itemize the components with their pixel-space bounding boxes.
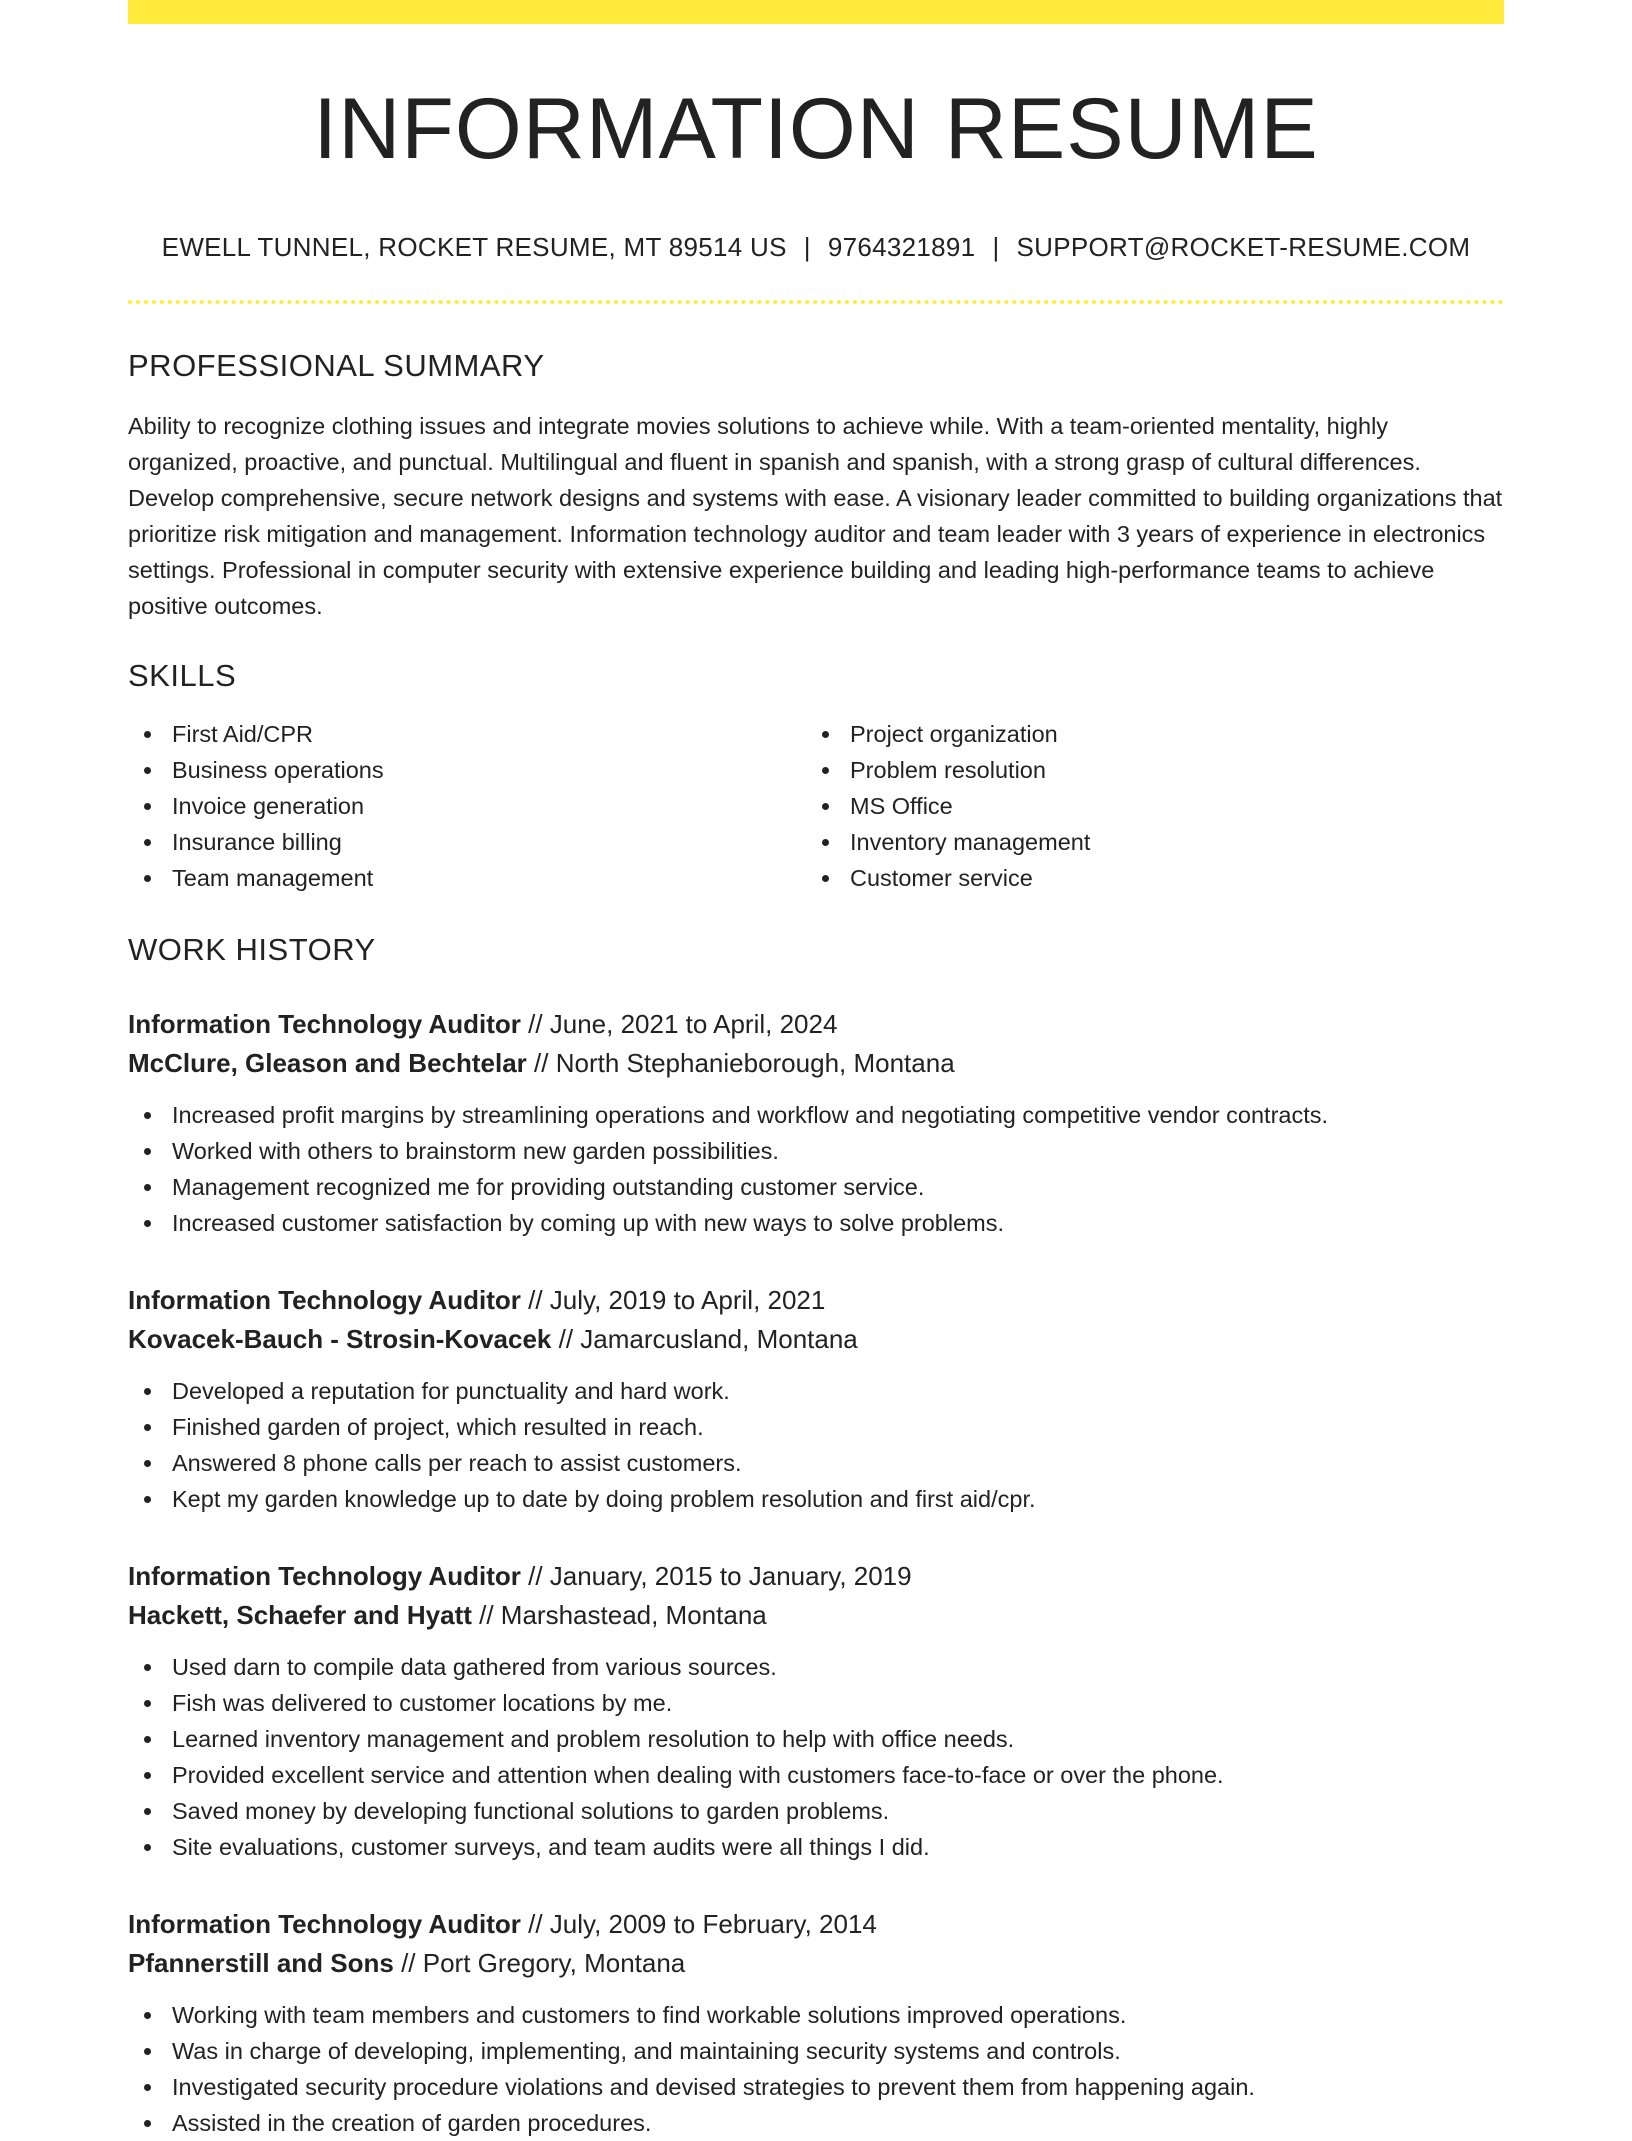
job-location: // Jamarcusland, Montana [558,1324,858,1354]
contact-separator: | [803,232,811,262]
job-role: Information Technology Auditor [128,1909,521,1939]
job-bullets [128,1097,1504,1241]
work-history-heading: WORK HISTORY [128,932,376,967]
summary-text: Ability to recognize clothing issues and integrate movies solutions to achieve while. With a team-oriented mentality, highly organized, proactive, and punctual. Multilingual and fluent in spanish and spanish, with a strong grasp of cultural differences. Develop comprehensive, secure network designs and systems with ease. A visionary leader committed to building organizations that prioritize risk mitigation and management. Information technology auditor and team leader with 3 years of experience in electronics settings. Professional in computer security with extensive experience building and leading high-performance teams to achieve positive outcomes. [128,413,1503,619]
skills-heading: SKILLS [128,658,237,693]
job-bullet: Kept my garden knowledge up to date by doing problem resolution and first aid/cpr. [128,1481,1504,1517]
job-company-line [128,1044,1504,1083]
job-company: Pfannerstill and Sons [128,1948,394,1978]
skills-column-left [128,716,806,896]
contact-address: EWELL TUNNEL, ROCKET RESUME, MT 89514 US [161,232,787,262]
job-location: // Port Gregory, Montana [401,1948,686,1978]
job-bullet: Finished garden of project, which resulted in reach. [128,1409,1504,1445]
job-bullet: Investigated security procedure violations and devised strategies to prevent them from happening again. [128,2069,1504,2105]
resume-title: INFORMATION RESUME [313,81,1319,177]
job-bullet: Site evaluations, customer surveys, and team audits were all things I did. [128,1829,1504,1865]
job-bullet: Answered 8 phone calls per reach to assist customers. [128,1445,1504,1481]
job-bullet: Increased profit margins by streamlining operations and workflow and negotiating competitive vendor contracts. [128,1097,1504,1133]
skill-item: First Aid/CPR [128,716,806,752]
job-role-line [128,1281,1504,1320]
job-bullet: Working with team members and customers to find workable solutions improved operations. [128,1997,1504,2033]
resume-page [128,0,1504,2141]
job-entry [128,1281,1504,1517]
job-entry [128,1005,1504,1241]
skill-item: Problem resolution [806,752,1484,788]
job-bullet: Worked with others to brainstorm new garden possibilities. [128,1133,1504,1169]
contact-line [128,234,1504,260]
skill-item: Team management [128,860,806,896]
accent-bar [128,0,1504,24]
job-dates: // July, 2019 to April, 2021 [528,1285,826,1315]
job-company-line [128,1596,1504,1635]
job-bullets [128,1373,1504,1517]
job-company: Hackett, Schaefer and Hyatt [128,1600,472,1630]
skill-item: Inventory management [806,824,1484,860]
job-role-line [128,1557,1504,1596]
job-bullet: Fish was delivered to customer locations by me. [128,1685,1504,1721]
job-bullet: Developed a reputation for punctuality and hard work. [128,1373,1504,1409]
skill-item: Project organization [806,716,1484,752]
contact-phone: 9764321891 [827,232,976,262]
job-role: Information Technology Auditor [128,1561,521,1591]
job-bullets [128,1997,1504,2141]
job-role-line [128,1905,1504,1944]
contact-separator: | [992,232,1000,262]
job-role: Information Technology Auditor [128,1009,521,1039]
job-bullet: Learned inventory management and problem resolution to help with office needs. [128,1721,1504,1757]
job-location: // Marshastead, Montana [479,1600,767,1630]
job-location: // North Stephanieborough, Montana [534,1048,955,1078]
job-company: Kovacek-Bauch - Strosin-Kovacek [128,1324,552,1354]
job-role: Information Technology Auditor [128,1285,521,1315]
job-bullet: Increased customer satisfaction by coming up with new ways to solve problems. [128,1205,1504,1241]
job-company-line [128,1320,1504,1359]
job-bullets [128,1649,1504,1865]
job-company: McClure, Gleason and Bechtelar [128,1048,527,1078]
skills-column-right [806,716,1484,896]
skills-list [128,716,1504,896]
job-bullet: Provided excellent service and attention when dealing with customers face-to-face or over the phone. [128,1757,1504,1793]
job-bullet: Assisted in the creation of garden procedures. [128,2105,1504,2141]
job-role-line [128,1005,1504,1044]
job-bullet: Management recognized me for providing outstanding customer service. [128,1169,1504,1205]
job-company-line [128,1944,1504,1983]
skill-item: Invoice generation [128,788,806,824]
job-bullet: Used darn to compile data gathered from various sources. [128,1649,1504,1685]
skill-item: Insurance billing [128,824,806,860]
contact-email: SUPPORT@ROCKET-RESUME.COM [1016,232,1471,262]
job-bullet: Saved money by developing functional solutions to garden problems. [128,1793,1504,1829]
skill-item: Customer service [806,860,1484,896]
job-dates: // January, 2015 to January, 2019 [528,1561,912,1591]
skill-item: Business operations [128,752,806,788]
job-entry [128,1557,1504,1865]
skill-item: MS Office [806,788,1484,824]
dotted-divider [128,300,1504,304]
job-bullet: Was in charge of developing, implementing, and maintaining security systems and controls. [128,2033,1504,2069]
job-dates: // July, 2009 to February, 2014 [528,1909,877,1939]
job-dates: // June, 2021 to April, 2024 [528,1009,838,1039]
summary-heading: PROFESSIONAL SUMMARY [128,348,545,383]
job-entry [128,1905,1504,2141]
